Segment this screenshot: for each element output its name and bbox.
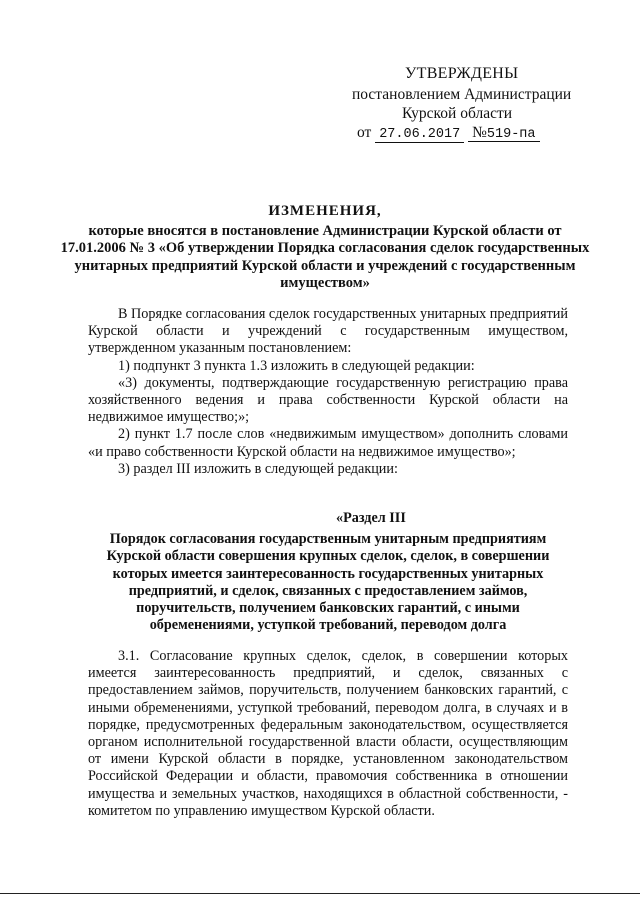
- approval-date-row: [357, 123, 540, 144]
- body-text: [88, 306, 568, 478]
- section-body: [88, 648, 568, 820]
- approval-line-2: Курской области: [402, 105, 513, 122]
- approval-title: УТВЕРЖДЕНЫ: [405, 65, 519, 82]
- paragraph-3-1: 3.1. Согласование крупных сделок, сделок, в совершении которых имеется заинтересованность предприятий, и сделок, связанных с предоставлением займов, поручительств, получением банковских гарантий, с иными обременениями, уступкой требований, переводом долга, в случаях и в порядке, предусмотренных федеральным законодательством, осуществляется органом исполнительной государственной власти области, осуществляющим от имени Курской области в порядке, установленном законодательством Российской Федерации и области, правомочия собственника в отношении имущества и земельных участков, находящихся в областной собственности, - комитетом по управлению имуществом Курской области.: [88, 648, 568, 819]
- item-3: 3) раздел III изложить в следующей редакции:: [118, 460, 398, 477]
- approval-number-group: [468, 124, 539, 142]
- item-1-text: «3) документы, подтверждающие государственную регистрацию права хозяйственного ведения и права собственности Курской области на недвижимое имущество;»;: [88, 374, 568, 426]
- title-subtitle: которые вносятся в постановление Администрации Курской области от 17.01.2006 № 3 «Об утверждении Порядка согласования сделок государственных унитарных предприятий Курской области и учреждений с государственным имуществом»: [60, 222, 590, 291]
- section-number: «Раздел III: [336, 510, 406, 526]
- approval-number: 519-па: [486, 127, 536, 142]
- title-main: ИЗМЕНЕНИЯ,: [268, 203, 382, 219]
- approval-line-1: постановлением Администрации: [352, 86, 572, 103]
- section-title: Порядок согласования государственным унитарным предприятиям Курской области совершения крупных сделок, сделок, в совершении которых имеется заинтересованность государственных унитарных предприятий, и сделок, связанных с предоставлением займов, поручительств, получением банковских гарантий, с иными обременениями, уступкой требований, переводом долга: [106, 531, 550, 634]
- approval-date: 27.06.2017: [375, 127, 464, 143]
- date-prefix: от: [357, 124, 372, 141]
- intro-paragraph: В Порядке согласования сделок государственных унитарных предприятий Курской области и учреждений с государственным имуществом, утвержденном указанным постановлением:: [88, 306, 568, 357]
- section-heading: [88, 510, 568, 634]
- number-prefix: №: [472, 124, 487, 141]
- item-1: 1) подпункт 3 пункта 1.3 изложить в следующей редакции:: [118, 357, 475, 374]
- item-2: 2) пункт 1.7 после слов «недвижимым имуществом» дополнить словами «и право собственности Курской области на недвижимое имущество»;: [88, 426, 568, 460]
- document-title: [60, 203, 590, 293]
- bottom-border: [0, 893, 640, 894]
